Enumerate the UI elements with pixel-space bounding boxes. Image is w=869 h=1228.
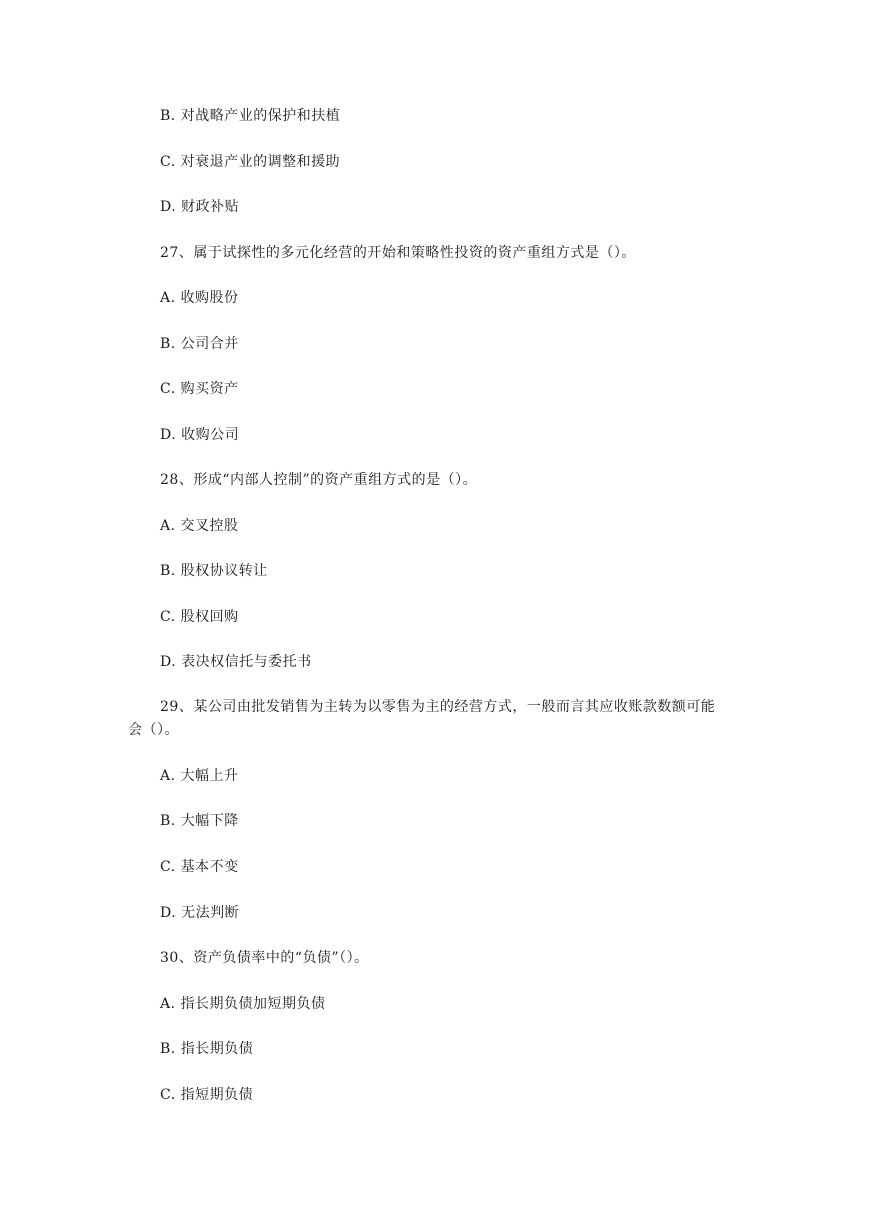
option-29-c: C. 基本不变 <box>160 859 239 875</box>
option-27-c: C. 购买资产 <box>160 381 239 397</box>
option-28-c: C. 股权回购 <box>160 609 239 625</box>
option-29-d: D. 无法判断 <box>160 905 240 921</box>
option-29-b: B. 大幅下降 <box>160 813 239 829</box>
question-28: 28、形成“内部人控制”的资产重组方式的是（）。 <box>160 472 478 488</box>
option-27-b: B. 公司合并 <box>160 336 239 352</box>
option-30-a: A. 指长期负债加短期负债 <box>160 996 326 1012</box>
option-30-b: B. 指长期负债 <box>160 1041 254 1057</box>
question-30: 30、资产负债率中的“负债”（）。 <box>160 950 369 966</box>
option-26-c: C. 对衰退产业的调整和援助 <box>160 154 341 170</box>
option-26-b: B. 对战略产业的保护和扶植 <box>160 108 341 124</box>
question-27: 27、属于试探性的多元化经营的开始和策略性投资的资产重组方式是（）。 <box>160 245 636 261</box>
option-27-a: A. 收购股份 <box>160 290 239 306</box>
question-29-line-1: 29、某公司由批发销售为主转为以零售为主的经营方式，一般而言其应收账款数额可能 <box>160 699 716 715</box>
question-29-line-2: 会（）。 <box>128 722 179 738</box>
option-28-b: B. 股权协议转让 <box>160 563 268 579</box>
option-29-a: A. 大幅上升 <box>160 768 239 784</box>
option-27-d: D. 收购公司 <box>160 427 240 443</box>
option-28-d: D. 表决权信托与委托书 <box>160 654 312 670</box>
option-30-c: C. 指短期负债 <box>160 1087 254 1103</box>
option-26-d: D. 财政补贴 <box>160 199 240 215</box>
question-29 <box>128 696 748 742</box>
option-28-a: A. 交叉控股 <box>160 518 239 534</box>
